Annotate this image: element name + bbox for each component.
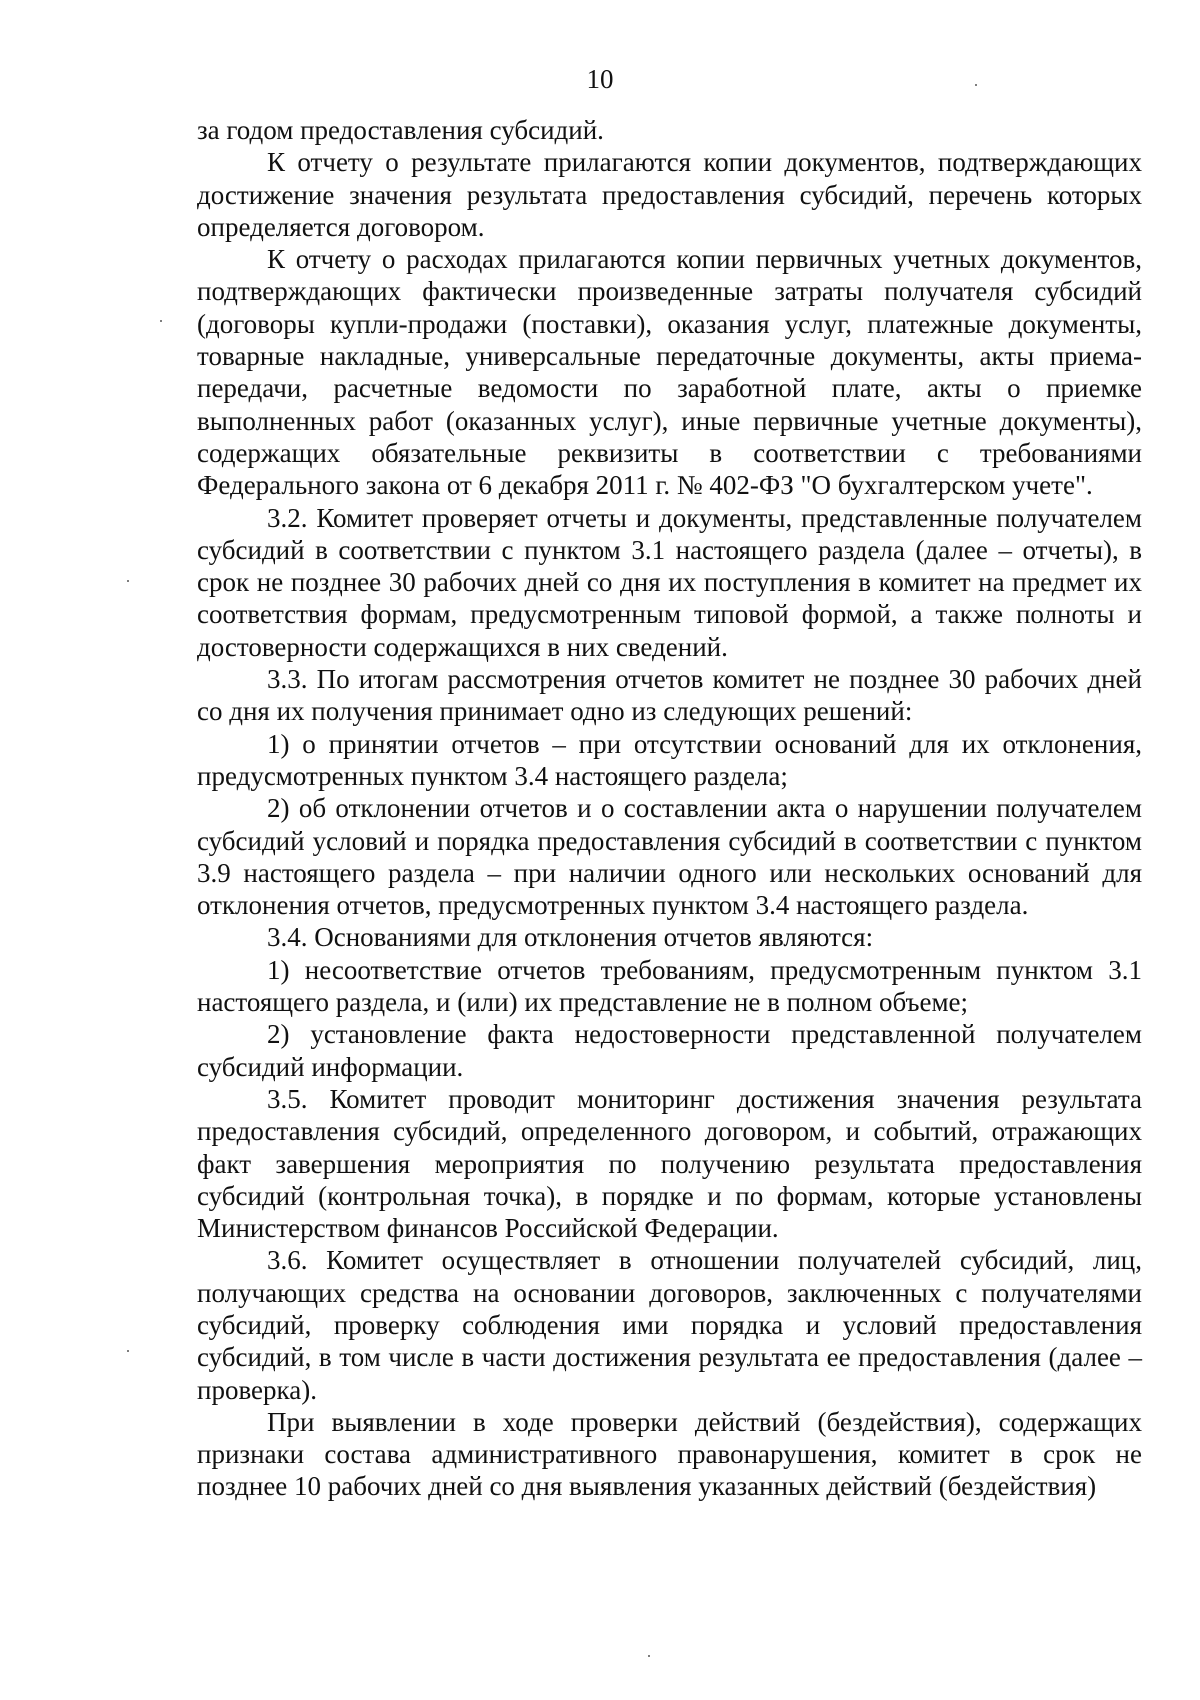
list-item-3-4-2: 2) установление факта недостоверности представленной получателем субсидий информации. — [197, 1019, 1142, 1082]
scan-speck — [160, 320, 162, 322]
paragraph-3-2: 3.2. Комитет проверяет отчеты и документы, представленные получателем субсидий в соответствии с пунктом 3.1 настоящего раздела (далее – отчеты), в срок не позднее 30 рабочих дней со дня их поступления в комитет на предмет их соответствия формам, предусмотренным типовой формой, а также полноты и достоверности содержащихся в них сведений. — [197, 502, 1142, 662]
list-item-3-4-1: 1) несоответствие отчетов требованиям, предусмотренным пунктом 3.1 настоящего раздела, и (или) их представление не в полном объеме; — [197, 954, 1142, 1018]
paragraph-expense-report-attachments: К отчету о расходах прилагаются копии первичных учетных документов, подтверждающих фактически произведенные затраты получателя субсидий (договоры купли-продажи (поставки), оказания услуг, платежные документы, товарные накладные, универсальные передаточные документы, акты приема-передачи, расчетные ведомости по заработной плате, акты о приемке выполненных работ (оказанных услуг), иные первичные учетные документы), содержащих обязательные реквизиты в соответствии с требованиями Федерального закона от 6 декабря 2011 г. № 402-ФЗ "О бухгалтерском учете". — [197, 244, 1142, 501]
list-item-3-3-1: 1) о принятии отчетов – при отсутствии оснований для их отклонения, предусмотренных пунктом 3.4 настоящего раздела; — [197, 728, 1142, 791]
scan-speck — [127, 580, 129, 582]
document-body — [197, 114, 1142, 1503]
paragraph-continuation: за годом предоставления субсидий. — [197, 115, 604, 145]
page-number: 10 — [586, 64, 614, 94]
scan-speck — [975, 84, 977, 86]
paragraph-violation-detection: При выявлении в ходе проверки действий (бездействия), содержащих признаки состава административного правонарушения, комитет в срок не позднее 10 рабочих дней со дня выявления указанных действий (бездействия) — [197, 1406, 1142, 1502]
list-item-3-3-2: 2) об отклонении отчетов и о составлении акта о нарушении получателем субсидий условий и порядка предоставления субсидий в соответствии с пунктом 3.9 настоящего раздела – при наличии одного или нескольких оснований для отклонения отчетов, предусмотренных пунктом 3.4 настоящего раздела. — [197, 793, 1142, 921]
paragraph-3-4: 3.4. Основаниями для отклонения отчетов являются: — [267, 922, 874, 953]
scan-speck — [127, 1350, 129, 1352]
paragraph-result-report-attachments: К отчету о результате прилагаются копии документов, подтверждающих достижение значения результата предоставления субсидий, перечень которых определяется договором. — [197, 147, 1142, 242]
paragraph-3-3: 3.3. По итогам рассмотрения отчетов комитет не позднее 30 рабочих дней со дня их получения принимает одно из следующих решений: — [197, 664, 1142, 727]
paragraph-3-6: 3.6. Комитет осуществляет в отношении получателей субсидий, лиц, получающих средства на основании договоров, заключенных с получателями субсидий, проверку соблюдения ими порядка и условий предоставления субсидий, в том числе в части достижения результата ее предоставления (далее – проверка). — [197, 1245, 1142, 1405]
paragraph-3-5: 3.5. Комитет проводит мониторинг достижения значения результата предоставления субсидий, определенного договором, и событий, отражающих факт завершения мероприятия по получению результата предоставления субсидий (контрольная точка), в порядке и по формам, которые установлены Министерством финансов Российской Федерации. — [197, 1083, 1142, 1244]
scan-speck — [648, 1655, 650, 1657]
